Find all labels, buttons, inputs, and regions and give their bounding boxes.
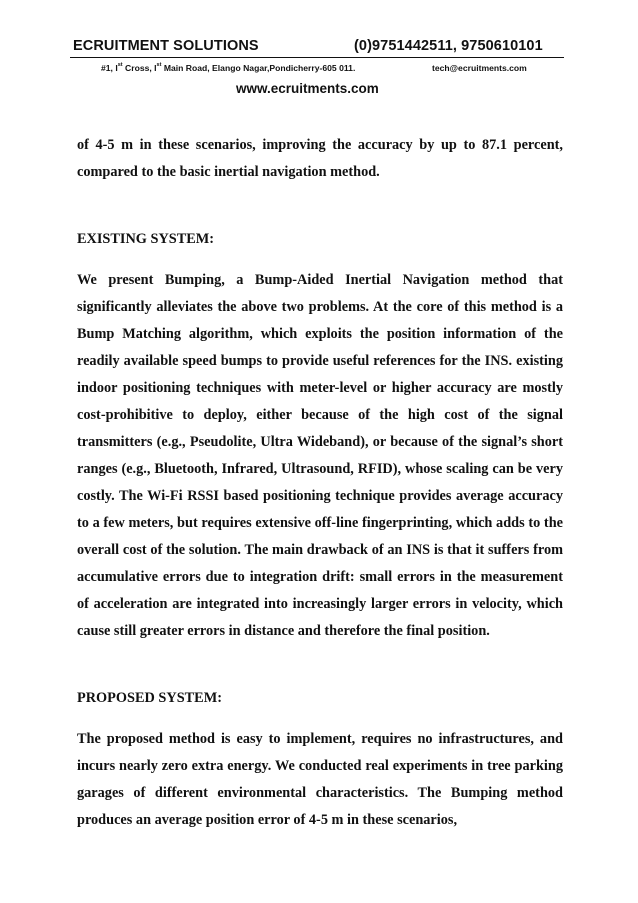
proposed-system-heading: PROPOSED SYSTEM: [77, 690, 222, 706]
proposed-system-paragraph: The proposed method is easy to implement, requires no infrastructures, and incurs nearly zero extra energy. We conducted real experiments in tree parking garages of different environmental characteristics. The Bumping method produces an average position error of 4-5 m in these scenarios, [77, 731, 563, 828]
address-superscript: st [117, 62, 123, 68]
company-name: ECRUITMENT SOLUTIONS [73, 38, 259, 54]
address [101, 63, 355, 73]
spacer [77, 253, 563, 267]
intro-paragraph: of 4-5 m in these scenarios, improving the accuracy by up to 87.1 percent, compared to the basic inertial navigation method. [77, 137, 563, 180]
spacer [77, 712, 563, 726]
phone-numbers: (0)9751442511, 9750610101 [354, 38, 543, 54]
letterhead [0, 0, 638, 110]
address-part: Cross, I [122, 63, 157, 73]
spacer [77, 645, 563, 685]
existing-system-heading: EXISTING SYSTEM: [77, 231, 215, 247]
address-superscript: st [156, 62, 162, 68]
website-url: www.ecruitments.com [236, 81, 379, 96]
existing-system-paragraph: We present Bumping, a Bump-Aided Inertial Navigation method that significantly alleviates the above two problems. At the core of this method is a Bump Matching algorithm, which exploits the position information of the readily available speed bumps to provide useful references for the INS. existing indoor positioning techniques with meter-level or higher accuracy are mostly cost-prohibitive to deploy, either because of the high cost of the signal transmitters (e.g., Pseudolite, Ultra Wideband), or because of the signal’s short ranges (e.g., Bluetooth, Infrared, Ultrasound, RFID), whose scaling can be very costly. The Wi-Fi RSSI based positioning technique provides average accuracy to a few meters, but requires extensive off-line fingerprinting, which adds to the overall cost of the solution. The main drawback of an INS is that it suffers from accumulative errors due to integration drift: small errors in the measurement of acceleration are integrated into increasingly larger errors in velocity, which cause still greater errors in distance and therefore the final position. [77, 272, 563, 639]
email-address: tech@ecruitments.com [432, 63, 527, 73]
spacer [77, 186, 563, 226]
document-body [77, 132, 563, 834]
address-part: #1, I [101, 63, 118, 73]
header-divider [70, 57, 564, 58]
address-part: Main Road, Elango Nagar,Pondicherry-605 011. [161, 63, 356, 73]
